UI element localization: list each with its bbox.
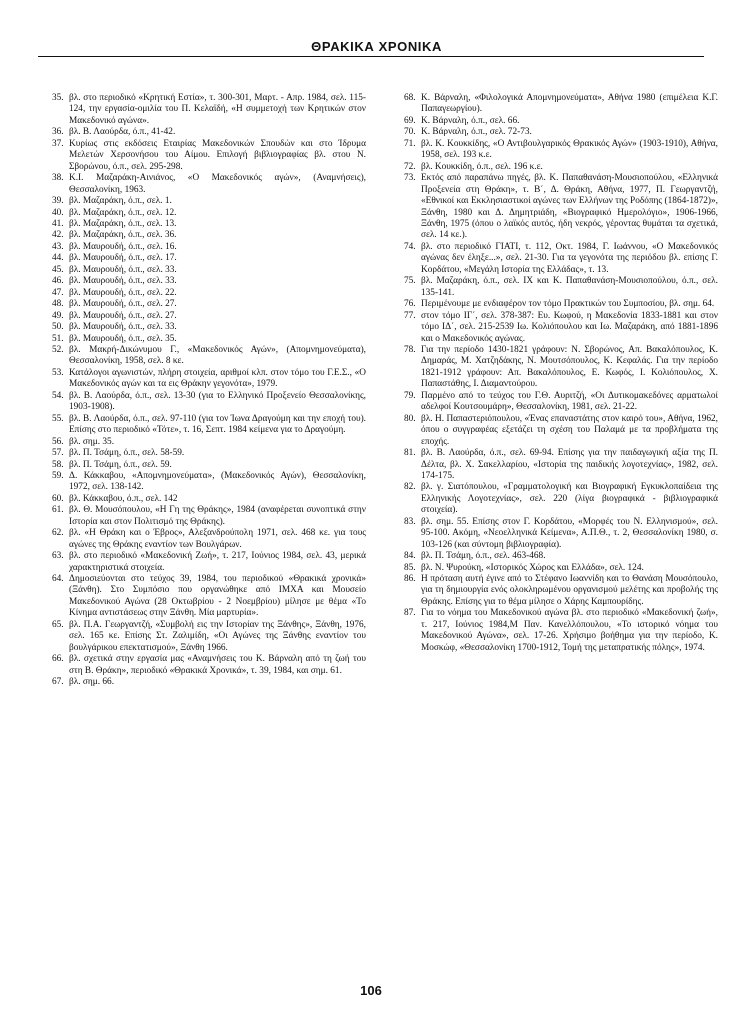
footnote-text: βλ. σημ. 55. Επίσης στον Γ. Κορδάτου, «Μορφές του Ν. Ελληνισμού», σελ. 95-100. Ακόμη, «Νεοελληνικά Κείμενα», Α.Π.Θ., τ. 2, Θεσσαλονίκη 1980, σ. 103-126 (και σύντομη βιβλιογραφία). — [421, 516, 718, 550]
footnote — [404, 276, 718, 299]
footnote-text: Παρμένο από το τεύχος του Γ.Θ. Αυριτζή, «Οι Δυτικομακεδόνες αρματωλοί αδελφοί Κουτσουμάρη», Θεσσαλονίκη, 1981, σελ. 21-22. — [421, 390, 718, 413]
footnote-number: 54. — [52, 390, 64, 401]
footnote-text: βλ. Μαυρουδή, ό.π., σελ. 35. — [69, 333, 177, 344]
footnote — [404, 299, 718, 310]
footnote — [404, 517, 718, 551]
footnote-number: 68. — [404, 93, 416, 103]
footnote-text: βλ. Μαζαράκη, ό.π., σελ. IX και Κ. Παπαθανάση-Μουσιοπούλου, ό.π., σελ. 135-141. — [421, 276, 718, 298]
footnote — [52, 139, 366, 173]
footnote-text: Δ. Κάκκαβου, «Απομνημονεύματα», (Μακεδονικός Αγών), Θεσσαλονίκη, 1972, σελ. 138-142. — [69, 470, 366, 493]
footnote — [404, 173, 718, 242]
footnote-number: 84. — [404, 551, 416, 562]
footnote-number: 35. — [52, 93, 64, 103]
footnote — [52, 322, 366, 333]
footnote — [52, 253, 366, 264]
footnote-number: 80. — [404, 413, 416, 424]
footnote-number: 59. — [52, 470, 64, 481]
footnote — [52, 127, 366, 138]
footnote-text: βλ. στο περιοδικό «Κρητική Εστία», τ. 300-301, Μαρτ. - Απρ. 1984, σελ. 115-124, την εργασία-ομιλία του Π. Κελαϊδή, «Η συμμετοχή των Κρητικών στον Μακεδονικό αγώνα». — [69, 93, 366, 126]
footnote-number: 82. — [404, 482, 416, 493]
footnote-number: 41. — [52, 218, 64, 229]
footnote-number: 51. — [52, 333, 64, 344]
footnote-number: 45. — [52, 264, 64, 275]
footnote-text: βλ. Μαζαράκη, ό.π., σελ. 1. — [69, 196, 172, 207]
footnote-text: Κ. Βάρναλη, ό.π., σελ. 66. — [421, 115, 520, 126]
footnote — [404, 127, 718, 138]
footnote-number: 77. — [404, 310, 416, 321]
footnote — [404, 414, 718, 448]
footnote — [52, 551, 366, 574]
footnote-text: βλ. Κάκκαβου, ό.π., σελ. 142 — [69, 493, 178, 504]
footnote-text: Για το νόημα του Μακεδονικού αγώνα βλ. στο περιοδικό «Μακεδονική ζωή», τ. 217, Ιούνιος 1984,Μ Παν. Κανελλόπουλου, «Το ιστορικό νόημα του Μακεδονικού Αγώνα», σελ. 17-26. Χρήσιμο βοήθημα για την περίοδο, Κ. Μοσκώφ, «Θεσσαλονίκη 1700-1912, Τομή της μεταπρατικής πόλης», 1974. — [421, 608, 718, 653]
footnote-text: βλ. Μακρή-Δικώνυμου Γ., «Μακεδονικός Αγών», (Απομνημονεύματα), Θεσσαλονίκη, 1958, σελ. 8 κε. — [69, 344, 366, 367]
footnote — [404, 448, 718, 482]
footnote — [52, 654, 366, 677]
footnote-text: βλ. Μαυρουδή, ό.π., σελ. 33. — [69, 264, 177, 275]
footnote-text: βλ. Κουκκίδη, ό.π., σελ. 196 κ.ε. — [421, 161, 543, 172]
footnote — [404, 345, 718, 391]
footnote-text: βλ. γ. Σιατόπουλου, «Γραμματολογική και Βιογραφική Εγκυκλοπαίδεια της Ελληνικής Λογοτεχνίας», σελ. 220 (λίγα βιογραφικά - βιβλιογραφικά στοιχεία). — [421, 482, 718, 516]
footnote-text: Εκτός από παραπάνω πηγές, βλ. Κ. Παπαθανάση-Μουσιοπούλου, «Ελληνικά Προξενεία στη Θράκη», τ. Β΄, Δ. Θράκη, Αθήνα, 1977, Π. Γεωργαντζή, «Εθνικοί και Εκκλησιαστικοί αγώνες των Ελλήνων της Ροδόπης (1864-1872)», Ξάνθη, 1980 και Δ. Δημητριάδη, «Βιογραφικό Ημερολόγιο», 1906-1966, Ξάνθη, 1975 (όπου ο λαϊκός αυτός, ήδη νεκρός, γέροντας θυμάται τα σχετικά, σελ. 14 κε.). — [421, 173, 718, 241]
running-header — [38, 34, 704, 57]
footnote-number: 66. — [52, 654, 64, 665]
footnote — [52, 471, 366, 494]
footnote — [52, 196, 366, 207]
footnote-text: Κ.Ι. Μαζαράκη-Αινιάνος, «Ο Μακεδονικός αγών», (Αναμνήσεις), Θεσσαλονίκη, 1963. — [69, 173, 366, 195]
footnote-number: 52. — [52, 344, 64, 355]
footnote-text: βλ. Μαυρουδή, ό.π., σελ. 33. — [69, 322, 177, 333]
footnote-number: 53. — [52, 367, 64, 378]
footnote-number: 38. — [52, 173, 64, 184]
footnote-number: 76. — [404, 299, 416, 310]
footnote-number: 57. — [52, 448, 64, 459]
footnote-number: 39. — [52, 196, 64, 207]
footnote-number: 48. — [52, 299, 64, 310]
footnote — [52, 334, 366, 345]
footnote-number: 65. — [52, 619, 64, 630]
footnote-number: 72. — [404, 161, 416, 172]
footnote — [404, 574, 718, 608]
footnote-number: 46. — [52, 276, 64, 287]
footnote-text: Κ. Βάρναλη, ό.π., σελ. 72-73. — [421, 127, 532, 138]
footnote-text: βλ. Μαυρουδή, ό.π., σελ. 27. — [69, 310, 177, 321]
footnote-number: 55. — [52, 413, 64, 424]
footnote — [52, 299, 366, 310]
footnote-text: βλ. Μαυρουδή, ό.π., σελ. 33. — [69, 276, 177, 287]
footnote-number: 85. — [404, 562, 416, 573]
footnote-text: Δημοσιεύονται στο τεύχος 39, 1984, του περιοδικού «Θρακικά χρονικά» (Ξάνθη). Στο Συμπόσιο που οργανώθηκε από ΙΜΧΑ και Μουσείο Μακεδονικού Αγώνα (28 Οκτωβρίου - 2 Νοεμβρίου) μίλησε με θέμα «Το Κίνημα αντιστάσεως στην Ξάνθη. Μία μαρτυρία». — [69, 574, 366, 619]
footnote-text: βλ. Μαυρουδή, ό.π., σελ. 27. — [69, 299, 177, 310]
footnote — [52, 311, 366, 322]
footnote-text: βλ. Μαζαράκη, ό.π., σελ. 13. — [69, 218, 177, 229]
notes-column-right — [404, 93, 718, 654]
footnote-text: βλ. Ν. Ψυρούκη, «Ιστορικός Χώρος και Ελλάδα», σελ. 124. — [421, 562, 644, 573]
footnote-text: Για την περίοδο 1430-1821 γράφουν: Ν. Σβορώνος, Απ. Βακαλόπουλος, Κ. Δημαράς, Μ. Χατζηδάκης, Ν. Μουτσόπουλος, Κ. Κεφαλάς. Για την περίοδο 1821-1912 γράφουν: Απ. Βακαλόπουλος, Ε. Κωφός, Ι. Κολιόπουλος, Χ. Παπαστάθης, Ι. Διαμαντούρου. — [421, 344, 718, 390]
footnote-text: βλ. Β. Λαούρδα, ό.π., σελ. 69-94. Επίσης για την παιδαγωγική αξία της Π. Δέλτα, βλ. Χ. Σακελλαρίου, «Ιστορία της παιδικής λογοτεχνίας», 1982, σελ. 174-175. — [421, 448, 718, 481]
footnote-text: βλ. σημ. 66. — [69, 677, 115, 688]
footnote-text: βλ. σχετικά στην εργασία μας «Αναμνήσεις του Κ. Βάρναλη από τη ζωή του στη Β. Θράκη», περιοδικό «Θρακικά Χρονικά», τ. 39, 1984, και σημ. 61. — [69, 654, 366, 676]
footnote-number: 44. — [52, 253, 64, 264]
footnote-text: Περιμένουμε με ενδιαφέρον τον τόμο Πρακτικών του Συμποσίου, βλ. σημ. 64. — [421, 299, 715, 310]
footnote — [52, 448, 366, 459]
footnote-number: 70. — [404, 127, 416, 138]
footnote-number: 86. — [404, 574, 416, 585]
footnote — [404, 563, 718, 574]
footnote-text: βλ. Π. Τσάμη, ό.π., σελ. 58-59. — [69, 448, 185, 459]
footnote-number: 87. — [404, 608, 416, 619]
footnote-number: 36. — [52, 127, 64, 138]
footnote — [404, 242, 718, 276]
footnote — [52, 345, 366, 368]
footnote — [52, 505, 366, 528]
footnote — [404, 116, 718, 127]
footnote — [404, 551, 718, 562]
footnote-text: βλ. Β. Λαούρδα, ό.π., 41-42. — [69, 127, 176, 138]
footnote — [404, 608, 718, 654]
footnote-text: βλ. Μαζαράκη, ό.π., σελ. 36. — [69, 230, 177, 241]
footnote-text: βλ. σημ. 35. — [69, 436, 115, 447]
footnote-number: 61. — [52, 505, 64, 516]
footnote-number: 73. — [404, 173, 416, 184]
footnote — [404, 482, 718, 516]
footnote — [52, 173, 366, 196]
journal-title: ΘΡΑΚΙΚΑ ΧΡΟΝΙΚΑ — [311, 39, 442, 54]
footnote-text: βλ. «Η Θράκη και ο Έβρος», Αλεξανδρούπολη 1971, σελ. 468 κε. για τους αγώνες της Θράκης εναντίον των Βουλγάρων. — [69, 528, 366, 550]
footnote-text: βλ. Π.Α. Γεωργαντζή, «Συμβολή εις την Ιστορίαν της Ξάνθης», Ξάνθη, 1976, σελ. 165 κε. Επίσης Στ. Ζαλιμίδη, «Οι Αγώνες της Ξάνθης εναντίον του βουλγάρικου επεκτατισμού», Ξάνθη 1966. — [69, 619, 366, 653]
footnote — [404, 391, 718, 414]
footnote-text: Κυρίως στις εκδόσεις Εταιρίας Μακεδονικών Σπουδών και στο Ίδρυμα Μελετών Χερσονήσου του Αίμου. Επιλογή βιβλιογραφίας βλ. στου Ν. Σβορώνου, ό.π., σελ. 295-298. — [69, 138, 366, 172]
footnote — [52, 208, 366, 219]
notes-column-left — [52, 93, 366, 689]
footnote-number: 74. — [404, 241, 416, 252]
footnote — [52, 528, 366, 551]
footnote-number: 78. — [404, 344, 416, 355]
footnote — [52, 93, 366, 127]
footnote-number: 67. — [52, 677, 64, 688]
footnote-text: βλ. στο περιοδικό «Μακεδονική Ζωή», τ. 217, Ιούνιος 1984, σελ. 43, μερικά χαρακτηριστικά στοιχεία. — [69, 551, 366, 573]
footnote-text: Η πρόταση αυτή έγινε από το Στέφανο Ιωαννίδη και το Θανάση Μουσόπουλο, για τη δημιουργία ενός ολοκληρωμένου οργανισμού μελέτης και προβολής της Θράκης. Επίσης για το θέμα μίλησε ο Χάρης Καμπουρίδης. — [421, 574, 718, 607]
footnote — [52, 242, 366, 253]
footnote-number: 63. — [52, 551, 64, 562]
footnote — [404, 93, 718, 116]
footnote — [52, 494, 366, 505]
footnote-text: βλ. Β. Λαούρδα, ό.π., σελ. 13-30 (για το Ελληνικό Προξενείο Θεσσαλονίκης, 1903-1908). — [69, 390, 366, 413]
footnote-text: στον τόμο ΙΓ΄, σελ. 378-387: Ευ. Κωφού, η Μακεδονία 1833-1881 και στον τόμο ΙΔ΄, σελ. 215-2539 Ιω. Κολιόπουλου και Ιω. Μαζαράκη, από 1881-1896 και ο Μακεδονικός αγώνας. — [421, 310, 718, 344]
footnote-number: 43. — [52, 241, 64, 252]
footnote-number: 47. — [52, 287, 64, 298]
footnote-number: 40. — [52, 207, 64, 218]
footnote-text: βλ. Μαυρουδή, ό.π., σελ. 17. — [69, 253, 177, 264]
footnote — [52, 414, 366, 437]
footnote-number: 83. — [404, 516, 416, 527]
footnote — [404, 139, 718, 162]
footnote-number: 64. — [52, 574, 64, 585]
footnote-text: βλ. Μαυρουδή, ό.π., σελ. 22. — [69, 287, 177, 298]
footnote-number: 50. — [52, 322, 64, 333]
footnote — [52, 460, 366, 471]
footnote — [52, 288, 366, 299]
footnote-text: βλ. Μαυρουδή, ό.π., σελ. 16. — [69, 241, 177, 252]
footnote-text: βλ. Θ. Μουσόπουλου, «Η Γη της Θράκης», 1984 (αναφέρεται συνοπτικά στην Ιστορία και στον Πολιτισμό της Θράκης). — [69, 505, 366, 527]
footnote — [52, 677, 366, 688]
footnote-text: Κ. Βάρναλη, «Φιλολογικά Απομνημονεύματα», Αθήνα 1980 (επιμέλεια Κ.Γ. Παπαγεωργίου). — [421, 93, 718, 115]
footnote — [52, 574, 366, 620]
footnote-number: 60. — [52, 493, 64, 504]
footnote — [52, 391, 366, 414]
footnote-number: 42. — [52, 230, 64, 241]
footnote-number: 37. — [52, 138, 64, 149]
footnote-text: Κατάλογοι αγωνιστών, πλήρη στοιχεία, αριθμοί κλπ. στον τόμο του Γ.Ε.Σ., «Ο Μακεδονικός αγών και τα εις Θράκην γεγονότα», 1979. — [69, 367, 366, 390]
footnote-number: 71. — [404, 138, 416, 149]
footnote — [52, 437, 366, 448]
footnote-text: βλ. Π. Τσάμη, ό.π., σελ. 463-468. — [421, 551, 546, 562]
footnote — [52, 230, 366, 241]
footnote — [404, 162, 718, 173]
footnote-text: βλ. Κ. Κουκκίδης, «Ο Αντιβουλγαρικός Θρακικός Αγών» (1903-1910), Αθήνα, 1958, σελ. 193 κ.ε. — [421, 138, 718, 161]
footnote-text: βλ. στο περιοδικό ΓΙΑΤΙ, τ. 112, Οκτ. 1984, Γ. Ιωάννου, «Ο Μακεδονικός αγώνας δεν έληξε...», σελ. 21-30. Για τα γεγονότα της περιόδου βλ. επίσης Γ. Κορδάτου, «Μεγάλη Ιστορία της Ελλάδας», τ. 13. — [421, 241, 718, 275]
footnote — [52, 276, 366, 287]
footnote-text: βλ. Β. Λαούρδα, ό.π., σελ. 97-110 (για τον Ίωνα Δραγούμη και την εποχή του). Επίσης στο περιοδικό «Τότε», τ. 16, Σεπτ. 1984 κείμενα για το Δραγούμη. — [69, 413, 366, 436]
footnote-number: 58. — [52, 459, 64, 470]
footnote-number: 49. — [52, 310, 64, 321]
page-number: 106 — [360, 983, 382, 998]
footnote — [404, 311, 718, 345]
footnote-text: βλ. Μαζαράκη, ό.π., σελ. 12. — [69, 207, 177, 218]
footnote-number: 62. — [52, 528, 64, 539]
footnote-number: 79. — [404, 390, 416, 401]
footnote — [52, 368, 366, 391]
footnote-number: 75. — [404, 276, 416, 287]
footnote-text: βλ. Η. Παπαστεριόπουλου, «Ένας επαναστάτης στον καιρό του», Αθήνα, 1962, όπου ο συγγραφέας εξετάζει τη σχέση του Παλαμά με τα προβλήματα της εποχής. — [421, 413, 718, 447]
footnote — [52, 219, 366, 230]
footnote — [52, 265, 366, 276]
footnote-number: 56. — [52, 436, 64, 447]
footnote-number: 69. — [404, 115, 416, 126]
footnote-number: 81. — [404, 448, 416, 459]
footnote-text: βλ. Π. Τσάμη, ό.π., σελ. 59. — [69, 459, 172, 470]
footnote — [52, 620, 366, 654]
